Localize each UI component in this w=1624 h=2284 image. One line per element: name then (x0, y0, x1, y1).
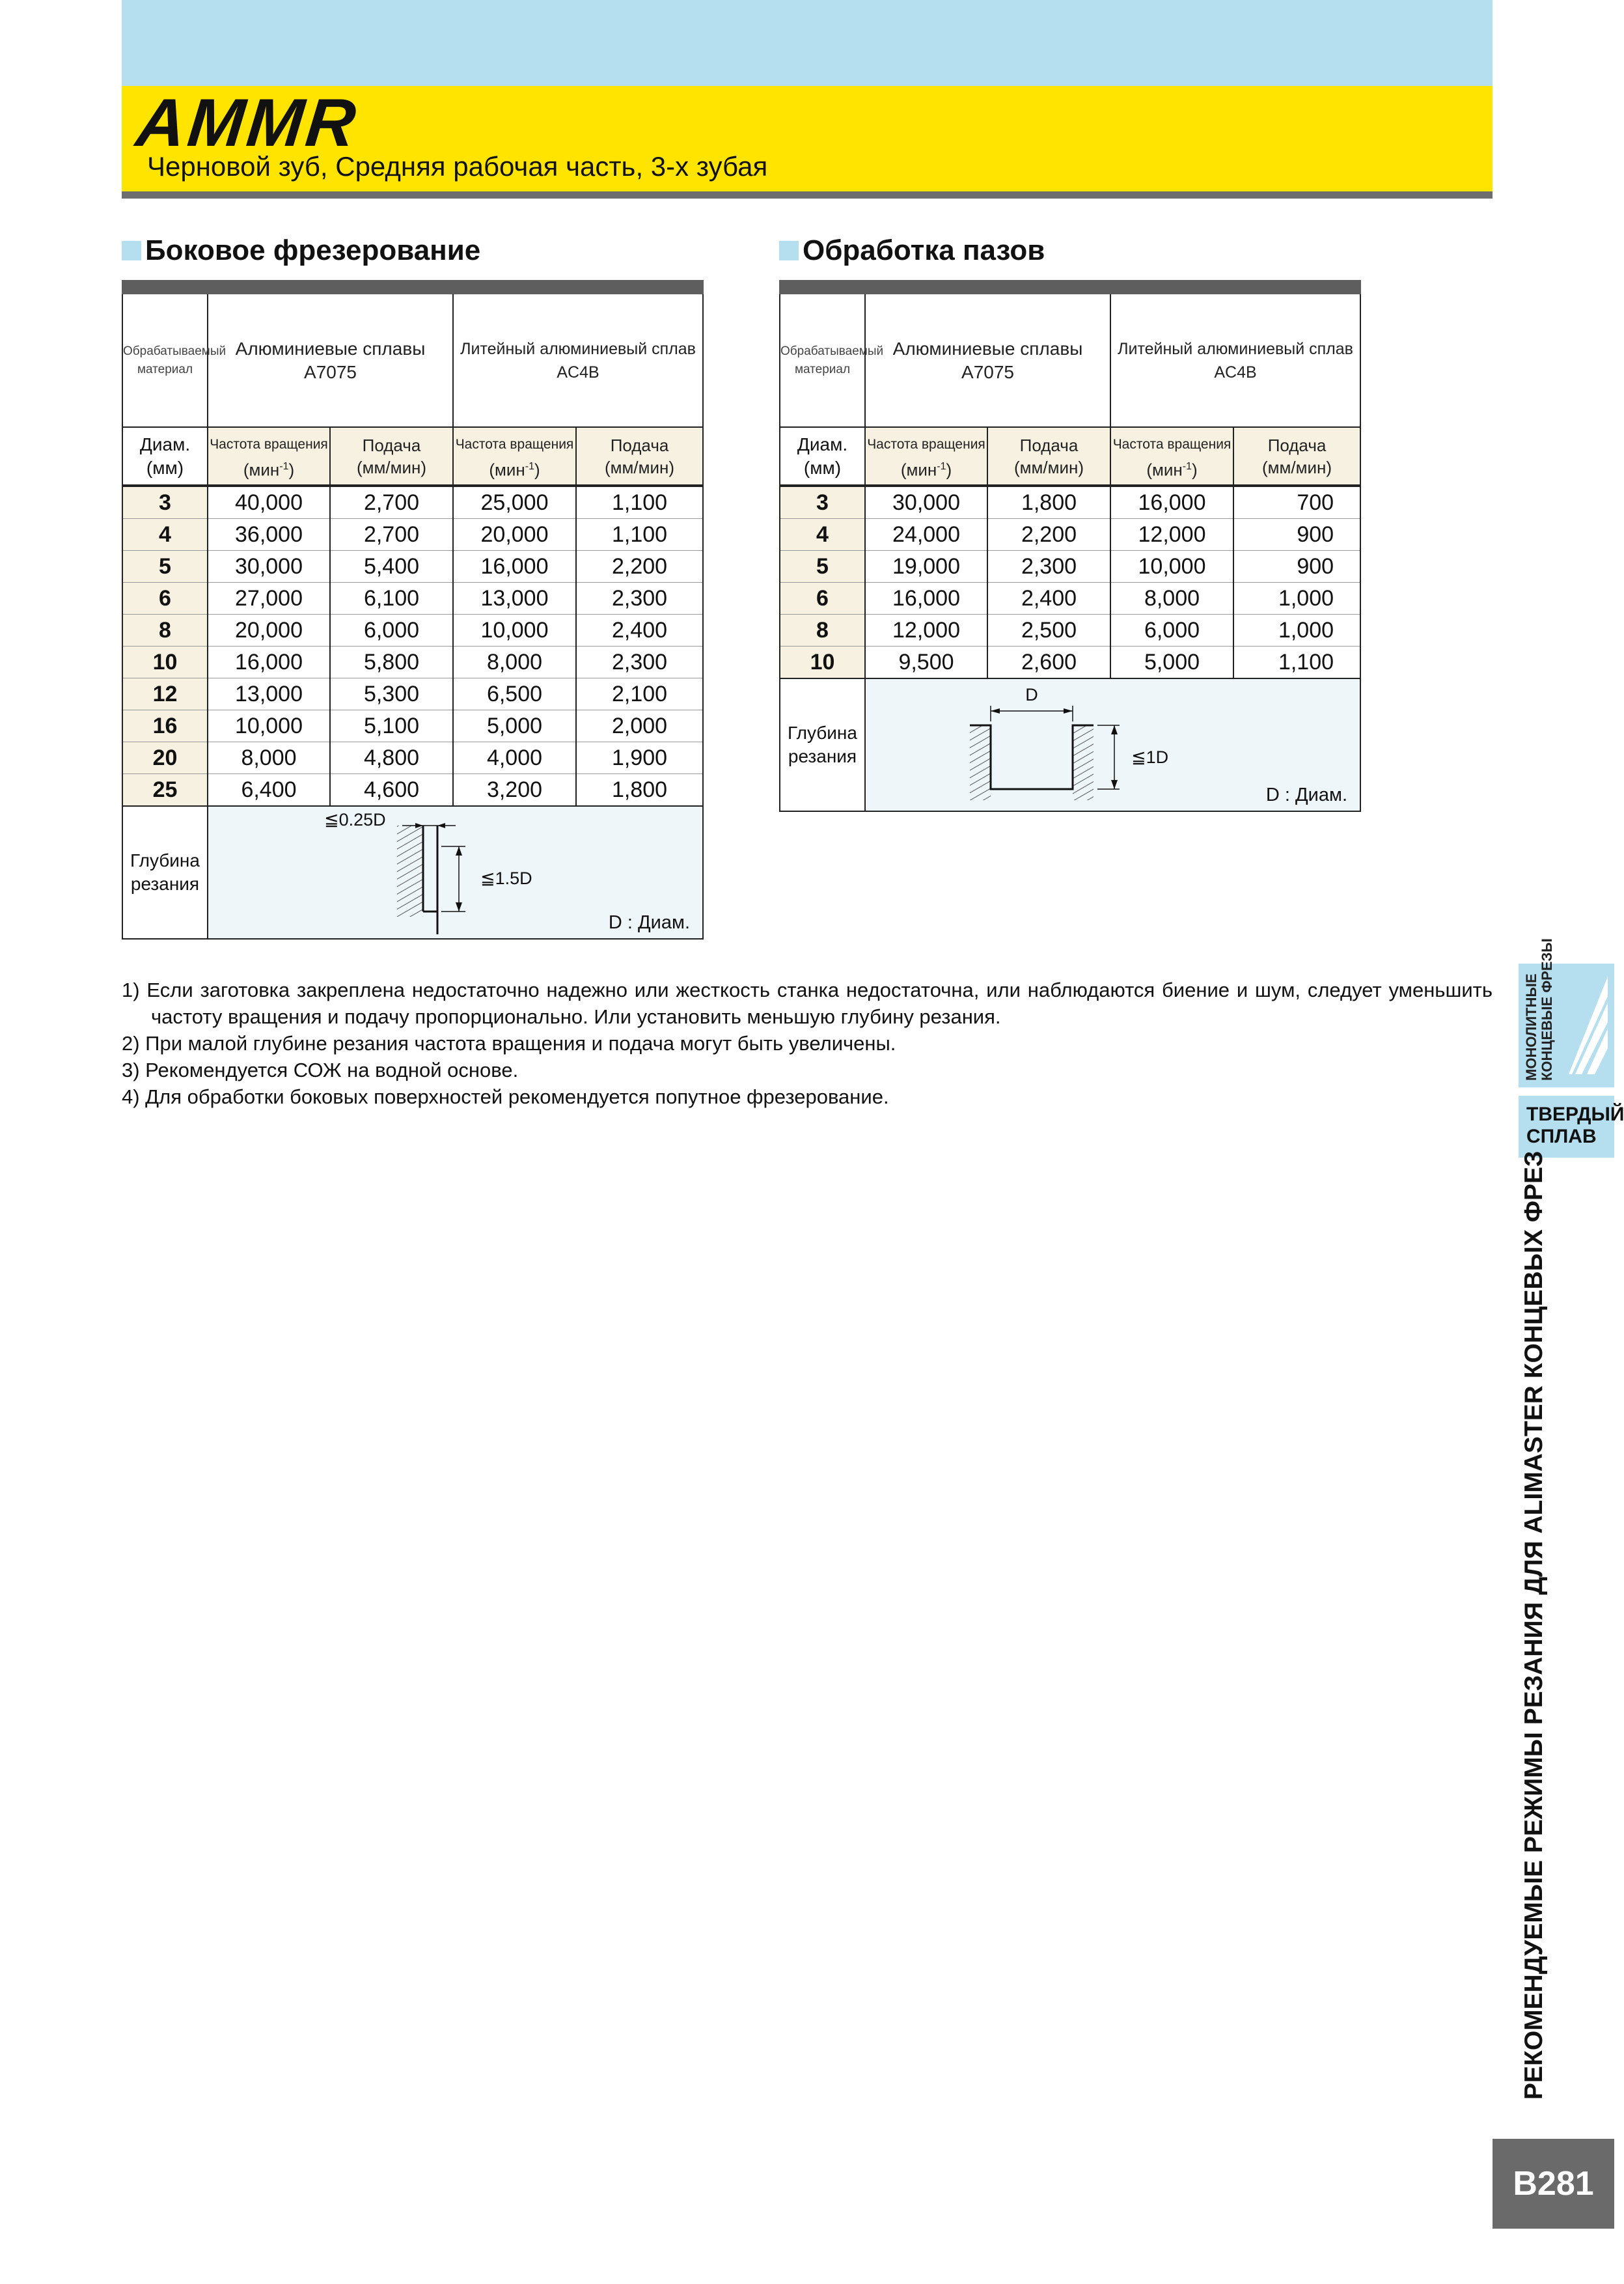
feed-cell: 4,600 (330, 774, 453, 807)
feed-cell: 2,300 (987, 551, 1110, 583)
table-row (780, 551, 1360, 583)
group1-header: Алюминиевые сплавы A7075 (208, 294, 453, 427)
slotting-heading (779, 234, 1045, 267)
feed-cell: 4,800 (330, 742, 453, 774)
diameter-cell: 10 (122, 647, 208, 678)
side-milling-title: Боковое фрезерование (145, 234, 481, 266)
axial-depth-label: ≦1.5D (480, 869, 532, 888)
speed-header: Частота вращения (мин$^{-1}$) (865, 427, 987, 486)
group1-header: Алюминиевые сплавы A7075 (865, 294, 1110, 427)
table-row (122, 774, 703, 807)
diameter-note: D : Диам. (608, 912, 690, 933)
side-tab-solid-end-mills[interactable] (1519, 938, 1614, 1087)
table-row (122, 742, 703, 774)
speed-cell: 16,000 (1110, 486, 1233, 519)
diameter-cell: 3 (780, 486, 865, 519)
feed-cell: 2,200 (576, 551, 703, 583)
diameter-cell: 6 (780, 583, 865, 615)
feed-header: Подача (мм/мин) (1233, 427, 1360, 486)
feed-cell: 2,400 (576, 615, 703, 647)
speed-cell: 30,000 (208, 551, 330, 583)
speed-cell: 36,000 (208, 519, 330, 551)
diameter-cell: 5 (780, 551, 865, 583)
feed-cell: 2,600 (987, 647, 1110, 679)
note-item: 2) При малой глубине резания частота вращения и подача могут быть увеличены. (122, 1032, 896, 1055)
end-mill-stripes-icon (1569, 977, 1608, 1074)
material-header: Обрабатываемый материал (122, 294, 208, 427)
table-row (780, 615, 1360, 647)
feed-cell: 2,100 (576, 678, 703, 710)
feed-cell: 2,300 (576, 583, 703, 615)
diameter-cell: 20 (122, 742, 208, 774)
table-top-bar (780, 281, 1360, 294)
speed-cell: 12,000 (865, 615, 987, 647)
table-row (122, 519, 703, 551)
diameter-cell: 12 (122, 678, 208, 710)
group2-header: Литейный алюминиевый сплав AC4B (453, 294, 703, 427)
feed-cell: 5,800 (330, 647, 453, 678)
table-row (780, 486, 1360, 519)
arrow-head (456, 902, 462, 912)
slotting-depth-diagram (865, 678, 1360, 811)
speed-header: Частота вращения (мин$^{-1}$) (453, 427, 576, 486)
feed-cell: 900 (1233, 519, 1360, 551)
table-row (122, 583, 703, 615)
speed-cell: 8,000 (453, 647, 576, 678)
feed-header: Подача (мм/мин) (576, 427, 703, 486)
table-top-bar (122, 281, 703, 294)
speed-cell: 16,000 (453, 551, 576, 583)
speed-header: Частота вращения (мин$^{-1}$) (208, 427, 330, 486)
speed-cell: 20,000 (453, 519, 576, 551)
side-milling-depth-figure (208, 807, 701, 938)
table-row (122, 678, 703, 710)
diameter-cell: 6 (122, 583, 208, 615)
slotting-title: Обработка пазов (803, 234, 1045, 266)
table-row (780, 519, 1360, 551)
arrow-head (991, 708, 1000, 714)
table-row (122, 551, 703, 583)
note-item: 1) Если заготовка закреплена недостаточно надежно или жесткость станка недостаточна, или наблюдаются биение и шум, следует уменьшить частоту вращения и подачу пропорционально. Или установить меньшую глубину резания. (122, 979, 1493, 1028)
arrow-head (437, 823, 445, 828)
radial-depth-label: ≦0.25D (324, 810, 386, 829)
side-tab-label: ТВЕРДЫЙ (1526, 1104, 1624, 1125)
feed-header: Подача (мм/мин) (987, 427, 1110, 486)
header-top-band (122, 0, 1493, 86)
speed-cell: 9,500 (865, 647, 987, 679)
diameter-cell: 5 (122, 551, 208, 583)
diameter-cell: 10 (780, 647, 865, 679)
side-tab-label: МОНОЛИТНЫЕ (1523, 973, 1539, 1081)
vertical-title-text: РЕКОМЕНДУЕМЫЕ РЕЖИМЫ РЕЗАНИЯ ДЛЯ ALIMASTER КОНЦЕВЫХ ФРЕЗ (1520, 1150, 1548, 2100)
feed-cell: 1,100 (576, 519, 703, 551)
slot-width-label: D (1025, 685, 1038, 704)
slotting-table (779, 280, 1361, 812)
speed-cell: 20,000 (208, 615, 330, 647)
diameter-cell: 8 (780, 615, 865, 647)
feed-cell: 1,100 (576, 486, 703, 519)
side-tab-carbide[interactable] (1519, 1096, 1624, 1158)
feed-cell: 1,900 (576, 742, 703, 774)
note-item: 4) Для обработки боковых поверхностей рекомендуется попутное фрезерование. (122, 1085, 889, 1108)
feed-cell: 2,300 (576, 647, 703, 678)
speed-cell: 10,000 (208, 710, 330, 742)
speed-cell: 4,000 (453, 742, 576, 774)
product-subtitle: Черновой зуб, Средняя рабочая часть, 3-х зубая (147, 151, 768, 182)
workpiece-hatch (970, 725, 991, 800)
workpiece-hatch (397, 826, 423, 917)
speed-cell: 6,500 (453, 678, 576, 710)
feed-cell: 1,100 (1233, 647, 1360, 679)
speed-cell: 6,000 (1110, 615, 1233, 647)
speed-cell: 8,000 (1110, 583, 1233, 615)
diameter-cell: 8 (122, 615, 208, 647)
speed-cell: 24,000 (865, 519, 987, 551)
side-tab-label: СПЛАВ (1526, 1126, 1597, 1147)
feed-cell: 2,700 (330, 519, 453, 551)
speed-cell: 12,000 (1110, 519, 1233, 551)
speed-cell: 10,000 (1110, 551, 1233, 583)
diameter-note: D : Диам. (1265, 785, 1347, 805)
axial-depth-label: ≦1D (1131, 747, 1169, 767)
feed-cell: 2,700 (330, 486, 453, 519)
speed-cell: 25,000 (453, 486, 576, 519)
feed-cell: 2,200 (987, 519, 1110, 551)
note-item: 3) Рекомендуется СОЖ на водной основе. (122, 1059, 519, 1081)
header-divider (122, 191, 1493, 199)
side-milling-table (122, 280, 704, 940)
section-marker (779, 241, 799, 260)
speed-cell: 16,000 (208, 647, 330, 678)
feed-cell: 5,300 (330, 678, 453, 710)
speed-cell: 19,000 (865, 551, 987, 583)
side-tab-label: КОНЦЕВЫЕ ФРЕЗЫ (1539, 938, 1555, 1081)
section-marker (122, 241, 141, 260)
feed-cell: 900 (1233, 551, 1360, 583)
speed-cell: 3,200 (453, 774, 576, 807)
table-row (122, 647, 703, 678)
speed-cell: 13,000 (208, 678, 330, 710)
diameter-header: Диам. (мм) (780, 427, 865, 486)
speed-cell: 27,000 (208, 583, 330, 615)
arrow-head (1111, 780, 1118, 789)
table-row (122, 486, 703, 519)
feed-cell: 2,000 (576, 710, 703, 742)
feed-cell: 6,100 (330, 583, 453, 615)
speed-cell: 5,000 (1110, 647, 1233, 679)
feed-cell: 1,800 (987, 486, 1110, 519)
diameter-cell: 4 (122, 519, 208, 551)
diameter-header: Диам. (мм) (122, 427, 208, 486)
feed-cell: 700 (1233, 486, 1360, 519)
table-row (780, 647, 1360, 679)
speed-cell: 6,400 (208, 774, 330, 807)
speed-cell: 16,000 (865, 583, 987, 615)
feed-header: Подача (мм/мин) (330, 427, 453, 486)
depth-of-cut-label: Глубина резания (780, 678, 865, 811)
product-model-title: AMMR (132, 85, 362, 161)
feed-cell: 2,400 (987, 583, 1110, 615)
slotting-depth-figure (866, 680, 1358, 810)
feed-cell: 1,000 (1233, 615, 1360, 647)
arrow-head (456, 846, 462, 856)
table-row (122, 710, 703, 742)
page-number: B281 (1493, 2139, 1614, 2229)
depth-of-cut-label: Глубина резания (122, 806, 208, 939)
feed-cell: 6,000 (330, 615, 453, 647)
arrow-head (1064, 708, 1073, 714)
arrow-head (1111, 725, 1118, 734)
diameter-cell: 3 (122, 486, 208, 519)
speed-cell: 13,000 (453, 583, 576, 615)
group2-header: Литейный алюминиевый сплав AC4B (1110, 294, 1360, 427)
speed-cell: 5,000 (453, 710, 576, 742)
side-milling-heading (122, 234, 480, 267)
table-row (780, 583, 1360, 615)
diameter-cell: 16 (122, 710, 208, 742)
feed-cell: 5,100 (330, 710, 453, 742)
speed-cell: 40,000 (208, 486, 330, 519)
notes-section (122, 977, 1493, 1110)
material-header: Обрабатываемый материал (780, 294, 865, 427)
speed-cell: 10,000 (453, 615, 576, 647)
speed-cell: 30,000 (865, 486, 987, 519)
feed-cell: 2,500 (987, 615, 1110, 647)
side-milling-depth-diagram (208, 806, 703, 939)
diameter-cell: 25 (122, 774, 208, 807)
feed-cell: 5,400 (330, 551, 453, 583)
diameter-cell: 4 (780, 519, 865, 551)
table-row (122, 615, 703, 647)
feed-cell: 1,000 (1233, 583, 1360, 615)
feed-cell: 1,800 (576, 774, 703, 807)
workpiece-hatch (1073, 725, 1094, 800)
speed-cell: 8,000 (208, 742, 330, 774)
speed-header: Частота вращения (мин$^{-1}$) (1110, 427, 1233, 486)
